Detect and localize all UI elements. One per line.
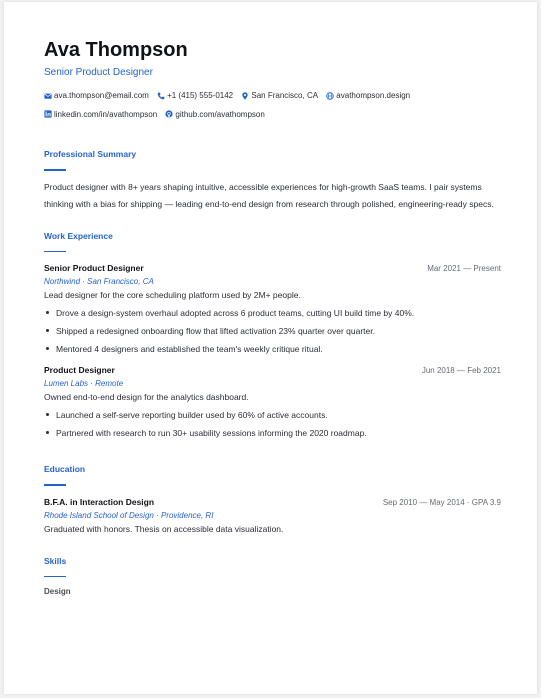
job-dates: Mar 2021 — Present: [427, 264, 501, 273]
bullet-dot: [46, 311, 49, 314]
job-title: Product Designer: [44, 365, 115, 375]
contact-linkedin-text: linkedin.com/in/avathompson: [54, 109, 158, 119]
section-divider: [44, 484, 66, 486]
education-description: Graduated with honors. Thesis on accessible data visualization.: [44, 523, 284, 534]
bullet-item: [44, 304, 501, 322]
location-pin-icon: [241, 92, 249, 100]
education-dates: Sep 2010 — May 2014 · GPA 3.9: [382, 497, 501, 507]
job-bullets: [44, 406, 501, 442]
contact-location: [241, 87, 318, 104]
bullet-text: Shipped a redesigned onboarding flow that lifted activation 23% quarter over quarter.: [56, 326, 375, 336]
contact-email-text: ava.thompson@email.com: [54, 91, 149, 100]
globe-icon: [326, 92, 334, 100]
job-dates: Jun 2018 — Feb 2021: [421, 366, 501, 375]
bullet-item: [44, 322, 501, 340]
summary-section: [44, 149, 501, 213]
job-description: Owned end-to-end design for the analytics dashboard.: [44, 392, 249, 402]
resume-content: [44, 38, 501, 596]
contact-location-text: San Francisco, CA: [251, 91, 319, 100]
contact-website-text: avathompson.design: [336, 91, 411, 100]
summary-text: Product designer with 8+ years shaping intuitive, accessible experiences for high-growth SaaS teams. I pair systems thinking with a bias for shipping — leading end-to-end design from research through polished, engineering-ready specs.: [44, 181, 494, 209]
linkedin-icon: [44, 110, 52, 118]
candidate-name: Ava Thompson: [44, 39, 188, 61]
bullet-dot: [46, 329, 49, 332]
bullet-dot: [46, 347, 49, 350]
degree-title: B.F.A. in Interaction Design: [44, 496, 155, 507]
bullet-text: Mentored 4 designers and established the team's weekly critique ritual.: [56, 344, 323, 354]
experience-heading: Work Experience: [44, 230, 113, 241]
github-icon: [165, 110, 173, 118]
bullet-text: Launched a self-serve reporting builder used by 60% of active accounts.: [56, 410, 328, 420]
education-heading: Education: [44, 464, 86, 474]
section-divider: [44, 169, 66, 171]
skill-category-label: Design: [44, 587, 71, 596]
section-divider: [44, 576, 66, 578]
candidate-title: Senior Product Designer: [44, 67, 153, 78]
mail-icon: [44, 92, 52, 100]
contact-github-text: github.com/avathompson: [175, 109, 265, 119]
job-title: Senior Product Designer: [44, 263, 144, 273]
bullet-text: Drove a design-system overhaul adopted across 6 product teams, cutting UI build time by 40%.: [56, 308, 415, 318]
job-entry: [44, 263, 501, 358]
job-bullets: [44, 304, 501, 358]
contact-phone-text: +1 (415) 555-0142: [167, 91, 234, 100]
contact-linkedin[interactable]: [44, 106, 157, 123]
contact-github[interactable]: [165, 106, 264, 123]
resume-page: [4, 2, 537, 694]
experience-section: [44, 231, 501, 443]
skills-section: [44, 556, 501, 597]
contact-list: [44, 87, 444, 124]
summary-heading: Professional Summary: [44, 149, 137, 159]
education-section: [44, 464, 501, 534]
bullet-item: [44, 406, 501, 424]
phone-icon: [157, 92, 165, 100]
bullet-item: [44, 424, 501, 442]
job-org: Lumen Labs · Remote: [44, 379, 124, 388]
bullet-dot: [46, 413, 49, 416]
contact-website[interactable]: [326, 87, 410, 104]
job-entry: [44, 365, 501, 442]
contact-email[interactable]: [44, 87, 149, 104]
job-description: Lead designer for the core scheduling platform used by 2M+ people.: [44, 290, 301, 300]
section-divider: [44, 251, 66, 253]
bullet-dot: [46, 431, 49, 434]
school-name: Rhode Island School of Design · Providence, RI: [44, 510, 214, 520]
bullet-text: Partnered with research to run 30+ usability sessions informing the 2020 roadmap.: [56, 428, 367, 438]
contact-phone[interactable]: [157, 87, 233, 104]
education-entry: [44, 497, 501, 534]
job-org: Northwind · San Francisco, CA: [44, 277, 154, 286]
bullet-item: [44, 340, 501, 358]
skills-heading: Skills: [44, 555, 67, 566]
